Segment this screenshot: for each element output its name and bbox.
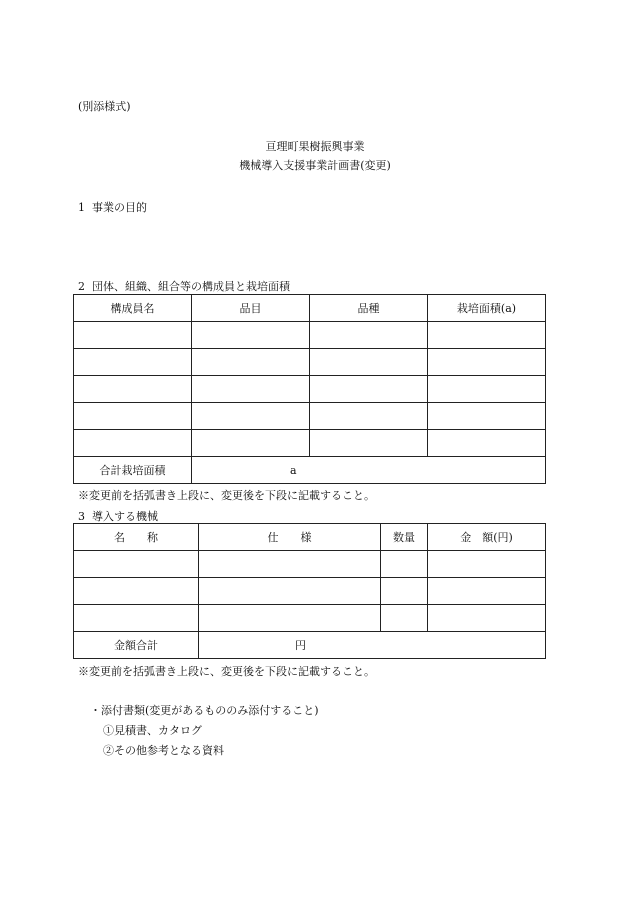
header-specification: 仕 様 [199,524,381,551]
table-row [74,349,546,376]
machines-total-row [74,632,546,659]
machines-table [73,523,546,659]
attachment-item: ①見積書、カタログ [103,724,202,737]
section2-heading [78,278,290,294]
machines-table-header-row [74,524,546,551]
machine-name-cell[interactable] [74,551,199,578]
machine-name-cell[interactable] [74,578,199,605]
member-name-cell[interactable] [74,403,192,430]
amount-cell[interactable] [428,605,546,632]
table-row [74,605,546,632]
item-cell[interactable] [192,403,310,430]
table-row [74,430,546,457]
section2-title: 団体、組織、組合等の構成員と栽培面積 [92,280,290,293]
table-row [74,376,546,403]
document-title-line1: 亘理町果樹振興事業 [265,140,365,153]
members-table-header-row [74,295,546,322]
item-cell[interactable] [192,376,310,403]
section1-number: 1 [78,201,85,214]
variety-cell[interactable] [310,349,428,376]
header-amount: 金 額(円) [428,524,546,551]
section3-note: ※変更前を括弧書き上段に、変更後を下段に記載すること。 [78,665,375,678]
header-item: 品目 [192,295,310,322]
spec-cell[interactable] [199,605,381,632]
members-total-row [74,457,546,484]
item-cell[interactable] [192,430,310,457]
item-cell[interactable] [192,349,310,376]
total-area-value-cell[interactable] [192,457,546,484]
table-row [74,578,546,605]
section1-heading [78,199,147,215]
table-row [74,322,546,349]
amount-cell[interactable] [428,551,546,578]
total-area-unit: a [290,463,297,477]
section3-number: 3 [78,510,85,523]
item-cell[interactable] [192,322,310,349]
member-name-cell[interactable] [74,349,192,376]
amount-cell[interactable] [428,578,546,605]
section3-heading [78,508,158,524]
section3-title: 導入する機械 [92,510,158,523]
area-cell[interactable] [428,403,546,430]
section1-title: 事業の目的 [92,201,147,214]
member-name-cell[interactable] [74,430,192,457]
quantity-cell[interactable] [381,551,428,578]
quantity-cell[interactable] [381,578,428,605]
variety-cell[interactable] [310,430,428,457]
attachments-title: ・添付書類(変更があるもののみ添付すること) [90,704,319,717]
member-name-cell[interactable] [74,376,192,403]
table-row [74,551,546,578]
area-cell[interactable] [428,430,546,457]
header-member-name: 構成員名 [74,295,192,322]
header-variety: 品種 [310,295,428,322]
member-name-cell[interactable] [74,322,192,349]
quantity-cell[interactable] [381,605,428,632]
attachment-item: ②その他参考となる資料 [103,744,224,757]
total-area-label: 合計栽培面積 [74,457,192,484]
document-title-line2: 機械導入支援事業計画書(変更) [239,159,391,172]
spec-cell[interactable] [199,578,381,605]
form-label: (別添様式) [78,100,131,113]
total-amount-label: 金額合計 [74,632,199,659]
total-amount-value-cell[interactable] [199,632,546,659]
members-table [73,294,546,484]
header-machine-name: 名 称 [74,524,199,551]
header-cultivation-area: 栽培面積(a) [428,295,546,322]
area-cell[interactable] [428,322,546,349]
area-cell[interactable] [428,349,546,376]
machine-name-cell[interactable] [74,605,199,632]
section2-number: 2 [78,280,85,293]
header-quantity: 数量 [381,524,428,551]
table-row [74,403,546,430]
spec-cell[interactable] [199,551,381,578]
variety-cell[interactable] [310,322,428,349]
total-amount-unit: 円 [295,639,306,652]
variety-cell[interactable] [310,403,428,430]
area-cell[interactable] [428,376,546,403]
section2-note: ※変更前を括弧書き上段に、変更後を下段に記載すること。 [78,489,375,502]
variety-cell[interactable] [310,376,428,403]
